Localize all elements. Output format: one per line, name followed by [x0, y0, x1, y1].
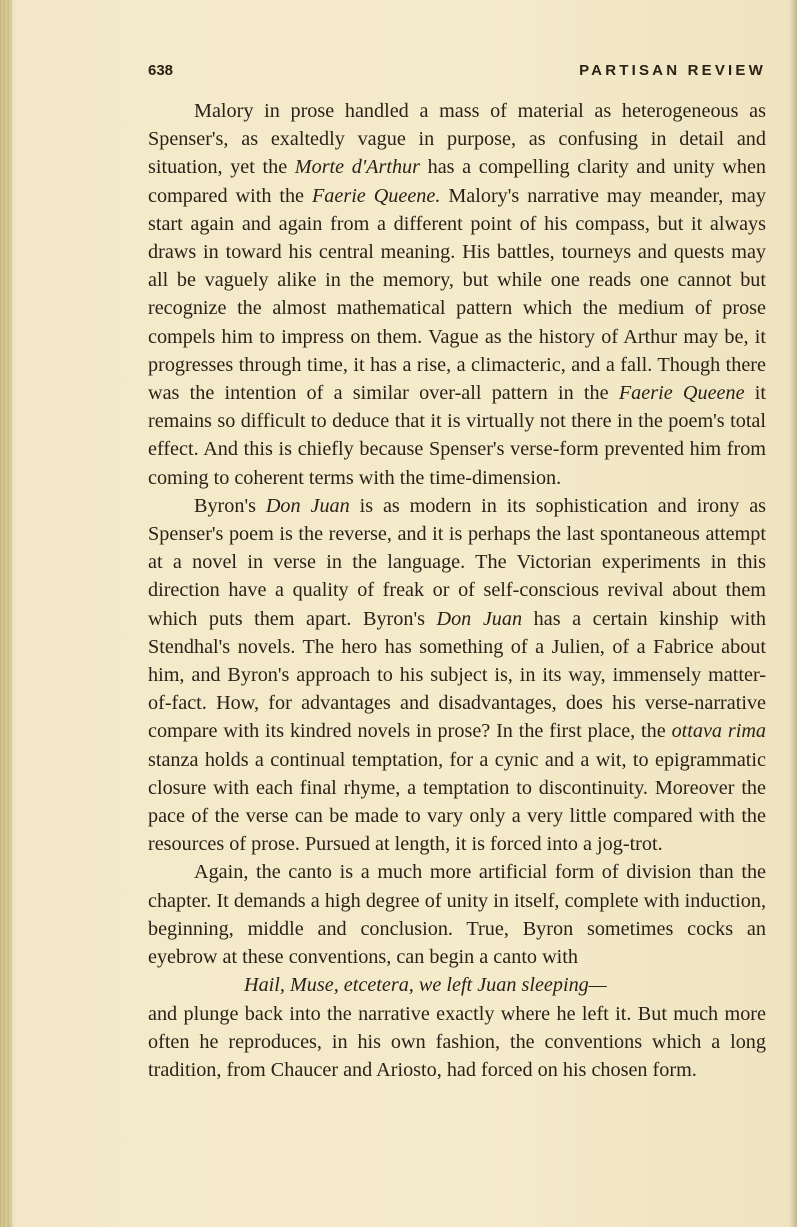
term-ottava-rima: ottava rima [671, 720, 766, 743]
title-morte-darthur: Morte d'Arthur [294, 156, 420, 179]
paragraph-malory: Malory in prose handled a mass of material as heterogeneous as Spenser's, as exaltedly vague in purpose, as confusing in detail and situation, yet the Morte d'Arthur has a compelling clarity and unity when compared with the Faerie Queene. Malory's narrative may meander, may start again and again from a different point of his compass, but it always draws in toward his central meaning. His battles, tourneys and quests may all be vaguely alike in the memory, but while one reads one cannot but recognize the almost mathematical pattern which the medium of prose compels him to impress on them. Vague as the history of Arthur may be, it progresses through time, it has a rise, a climacteric, and a fall. Though there was the intention of a similar over-all pattern in the Faerie Queene it remains so difficult to deduce that it is virtually not there in the poem's total effect. And this is chiefly because Spenser's verse-form prevented him from coming to coherent terms with the time-dimension. [148, 100, 767, 489]
title-don-juan: Don Juan [265, 494, 350, 517]
paragraph-closing: and plunge back into the narrative exactly where he left it. But much more often he reproduces, in his own fashion, the conventions which a long tradition, from Chaucer and Ariosto, had forced on his chosen form. [148, 1002, 766, 1081]
paragraph-byron: Byron's Don Juan is as modern in its sophistication and irony as Spenser's poem is the reverse, and it is perhaps the last spontaneous attempt at a novel in verse in the language. The Victorian experiments in this direction have a quality of freak or of self-conscious revival about them which puts them apart. Byron's Don Juan has a certain kinship with Stendhal's novels. The hero has something of a Julien, of a Fabrice about him, and Byron's approach to his subject is, in its way, immensely matter-of-fact. How, for advantages and disadvantages, does his verse-narrative compare with its kindred novels in prose? In the first place, the ottava rima stanza holds a continual temptation, for a cynic and a wit, to epigrammatic closure with each final rhyme, a temptation to discontinuity. Moreover the pace of the verse can be made to vary only a very little compared with the resources of prose. Pursued at length, it is forced into a jog-trot. [148, 494, 767, 856]
page-right-edge-shadow [789, 0, 797, 1227]
verse-quotation: Hail, Muse, etcetera, we left Juan sleeping— [244, 974, 607, 997]
title-faerie-queene-2: Faerie Queene [618, 382, 745, 405]
paragraph-canto: Again, the canto is a much more artificial form of division than the chapter. It demands a high degree of unity in itself, complete with induction, beginning, middle and conclusion. True, Byron sometimes cocks an eyebrow at these conventions, can begin a canto with [148, 861, 766, 969]
body-text [148, 97, 766, 1084]
page-binding-edge [0, 0, 12, 1227]
title-don-juan-2: Don Juan [436, 607, 523, 630]
running-head: PARTISAN REVIEW [579, 62, 766, 79]
page-header [148, 62, 766, 84]
page-number: 638 [148, 62, 174, 79]
title-faerie-queene: Faerie Queene. [311, 184, 441, 207]
